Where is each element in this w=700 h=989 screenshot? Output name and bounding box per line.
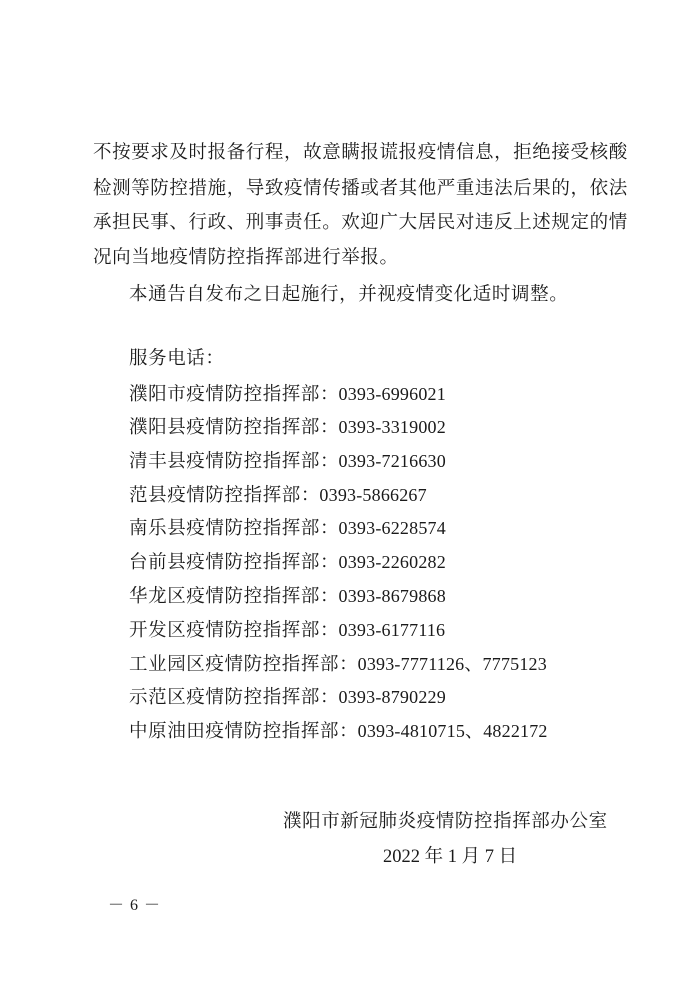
contact-phone: 0393-6177116 [338, 620, 446, 640]
contact-phone: 0393-7771126、7775123 [357, 654, 547, 674]
contact-dept: 台前县疫情防控指挥部 [129, 552, 321, 573]
contact-phone: 0393-5866267 [319, 485, 427, 505]
contact-phone: 0393-7216630 [338, 451, 446, 471]
signature-org: 濮阳市新冠肺炎疫情防控指挥部办公室 [283, 811, 608, 832]
contact-dept: 开发区疫情防控指挥部 [129, 620, 321, 641]
contact-colon: ： [300, 485, 320, 506]
contact-row [129, 415, 446, 440]
contact-row [129, 483, 427, 508]
contact-dept: 示范区疫情防控指挥部 [129, 687, 321, 708]
contact-row [129, 685, 446, 710]
contact-colon: ： [320, 384, 339, 405]
contact-row [129, 652, 547, 677]
contact-colon: ： [320, 687, 339, 708]
contact-colon: ： [320, 518, 339, 539]
contact-row [129, 382, 446, 407]
contact-phone: 0393-6228574 [338, 518, 446, 538]
contact-colon: ： [320, 552, 339, 573]
contact-colon: ： [339, 721, 358, 742]
contact-row [129, 719, 548, 744]
effective-notice: 本通告自发布之日起施行，并视疫情变化适时调整。 [129, 284, 569, 305]
paragraph-line: 承担民事、行政、刑事责任。欢迎广大居民对违反上述规定的情 [93, 212, 628, 233]
page-number: － 6 － [108, 897, 162, 914]
contact-dept: 清丰县疫情防控指挥部 [129, 451, 321, 472]
contact-phone: 0393-6996021 [338, 384, 446, 404]
contact-row [129, 618, 445, 643]
contact-phone: 0393-3319002 [338, 417, 446, 437]
contact-colon: ： [320, 417, 339, 438]
contacts-heading: 服务电话： [129, 348, 225, 369]
contact-dept: 濮阳县疫情防控指挥部 [129, 417, 321, 438]
contact-row [129, 449, 446, 474]
contact-dept: 华龙区疫情防控指挥部 [129, 586, 321, 607]
contact-phone: 0393-2260282 [338, 552, 446, 572]
paragraph-line: 检测等防控措施，导致疫情传播或者其他严重违法后果的，依法 [93, 178, 628, 199]
contact-dept: 南乐县疫情防控指挥部 [129, 518, 321, 539]
contact-dept: 濮阳市疫情防控指挥部 [129, 384, 321, 405]
contact-dept: 范县疫情防控指挥部 [129, 485, 301, 506]
contact-row [129, 516, 446, 541]
contact-row [129, 584, 446, 609]
signature-date: 2022 年 1 月 7 日 [383, 847, 518, 867]
contact-colon: ： [320, 586, 339, 607]
contact-colon: ： [320, 451, 339, 472]
contact-phone: 0393-8679868 [338, 586, 446, 606]
contact-dept: 中原油田疫情防控指挥部 [129, 721, 340, 742]
contact-colon: ： [339, 654, 358, 675]
contact-phone: 0393-4810715、4822172 [357, 721, 548, 741]
paragraph-line: 况向当地疫情防控指挥部进行举报。 [93, 247, 399, 268]
contact-colon: ： [320, 620, 339, 641]
contact-row [129, 550, 446, 575]
contact-dept: 工业园区疫情防控指挥部 [129, 654, 340, 675]
paragraph-line: 不按要求及时报备行程，故意瞒报谎报疫情信息，拒绝接受核酸 [93, 142, 628, 163]
contact-phone: 0393-8790229 [338, 687, 446, 707]
